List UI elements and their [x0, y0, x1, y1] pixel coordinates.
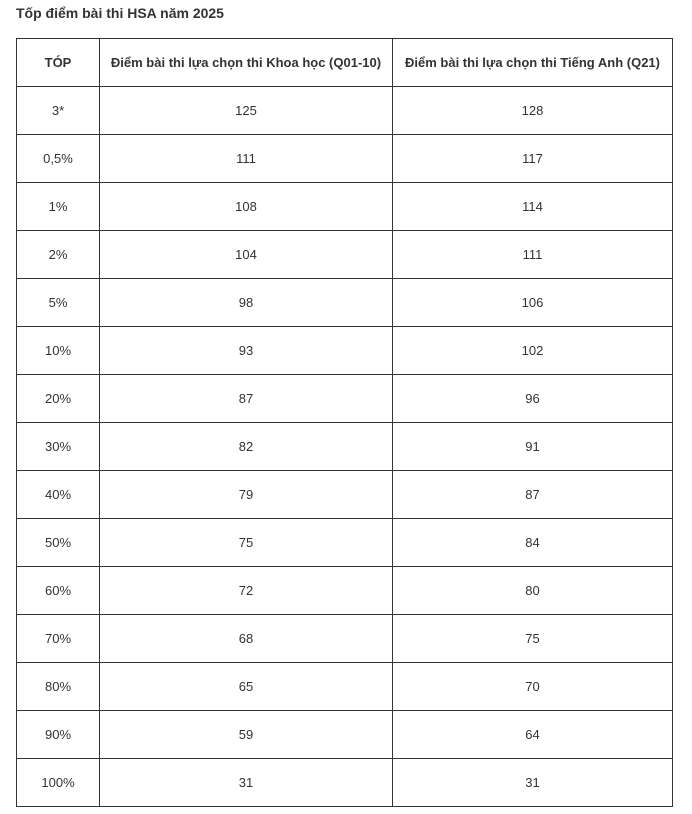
cell-english-score: 80 [393, 567, 673, 615]
table-row [17, 231, 673, 279]
table-row [17, 183, 673, 231]
table-row [17, 519, 673, 567]
cell-english-score: 70 [393, 663, 673, 711]
cell-english-score: 117 [393, 135, 673, 183]
cell-english-score: 31 [393, 759, 673, 807]
cell-science-score: 59 [100, 711, 393, 759]
score-table [16, 38, 673, 807]
cell-english-score: 106 [393, 279, 673, 327]
cell-top: 0,5% [17, 135, 100, 183]
table-row [17, 423, 673, 471]
cell-english-score: 114 [393, 183, 673, 231]
cell-top: 50% [17, 519, 100, 567]
cell-science-score: 93 [100, 327, 393, 375]
cell-science-score: 111 [100, 135, 393, 183]
table-header [17, 39, 673, 87]
cell-top: 90% [17, 711, 100, 759]
table-row [17, 375, 673, 423]
cell-english-score: 84 [393, 519, 673, 567]
cell-science-score: 72 [100, 567, 393, 615]
cell-science-score: 79 [100, 471, 393, 519]
cell-science-score: 87 [100, 375, 393, 423]
cell-top: 10% [17, 327, 100, 375]
header-row [17, 39, 673, 87]
header-top: TÓP [17, 39, 100, 87]
page-title: Tốp điểm bài thi HSA năm 2025 [16, 5, 224, 21]
cell-top: 40% [17, 471, 100, 519]
cell-top: 60% [17, 567, 100, 615]
cell-top: 3* [17, 87, 100, 135]
cell-science-score: 98 [100, 279, 393, 327]
table-row [17, 327, 673, 375]
header-science-score: Điểm bài thi lựa chọn thi Khoa học (Q01-10) [100, 39, 393, 87]
cell-top: 70% [17, 615, 100, 663]
cell-top: 5% [17, 279, 100, 327]
cell-top: 100% [17, 759, 100, 807]
cell-english-score: 91 [393, 423, 673, 471]
header-english-score: Điểm bài thi lựa chọn thi Tiếng Anh (Q21) [393, 39, 673, 87]
cell-top: 1% [17, 183, 100, 231]
table-body [17, 87, 673, 807]
cell-top: 80% [17, 663, 100, 711]
cell-top: 30% [17, 423, 100, 471]
table-row [17, 759, 673, 807]
table-row [17, 711, 673, 759]
table-row [17, 567, 673, 615]
cell-science-score: 68 [100, 615, 393, 663]
cell-english-score: 128 [393, 87, 673, 135]
cell-english-score: 75 [393, 615, 673, 663]
cell-english-score: 96 [393, 375, 673, 423]
cell-top: 20% [17, 375, 100, 423]
cell-english-score: 87 [393, 471, 673, 519]
cell-science-score: 65 [100, 663, 393, 711]
table-row [17, 135, 673, 183]
cell-english-score: 111 [393, 231, 673, 279]
table-row [17, 663, 673, 711]
cell-science-score: 125 [100, 87, 393, 135]
cell-english-score: 102 [393, 327, 673, 375]
cell-top: 2% [17, 231, 100, 279]
table-row [17, 279, 673, 327]
table-row [17, 87, 673, 135]
cell-science-score: 108 [100, 183, 393, 231]
cell-science-score: 82 [100, 423, 393, 471]
cell-science-score: 75 [100, 519, 393, 567]
table-row [17, 615, 673, 663]
table-row [17, 471, 673, 519]
cell-science-score: 104 [100, 231, 393, 279]
cell-english-score: 64 [393, 711, 673, 759]
cell-science-score: 31 [100, 759, 393, 807]
